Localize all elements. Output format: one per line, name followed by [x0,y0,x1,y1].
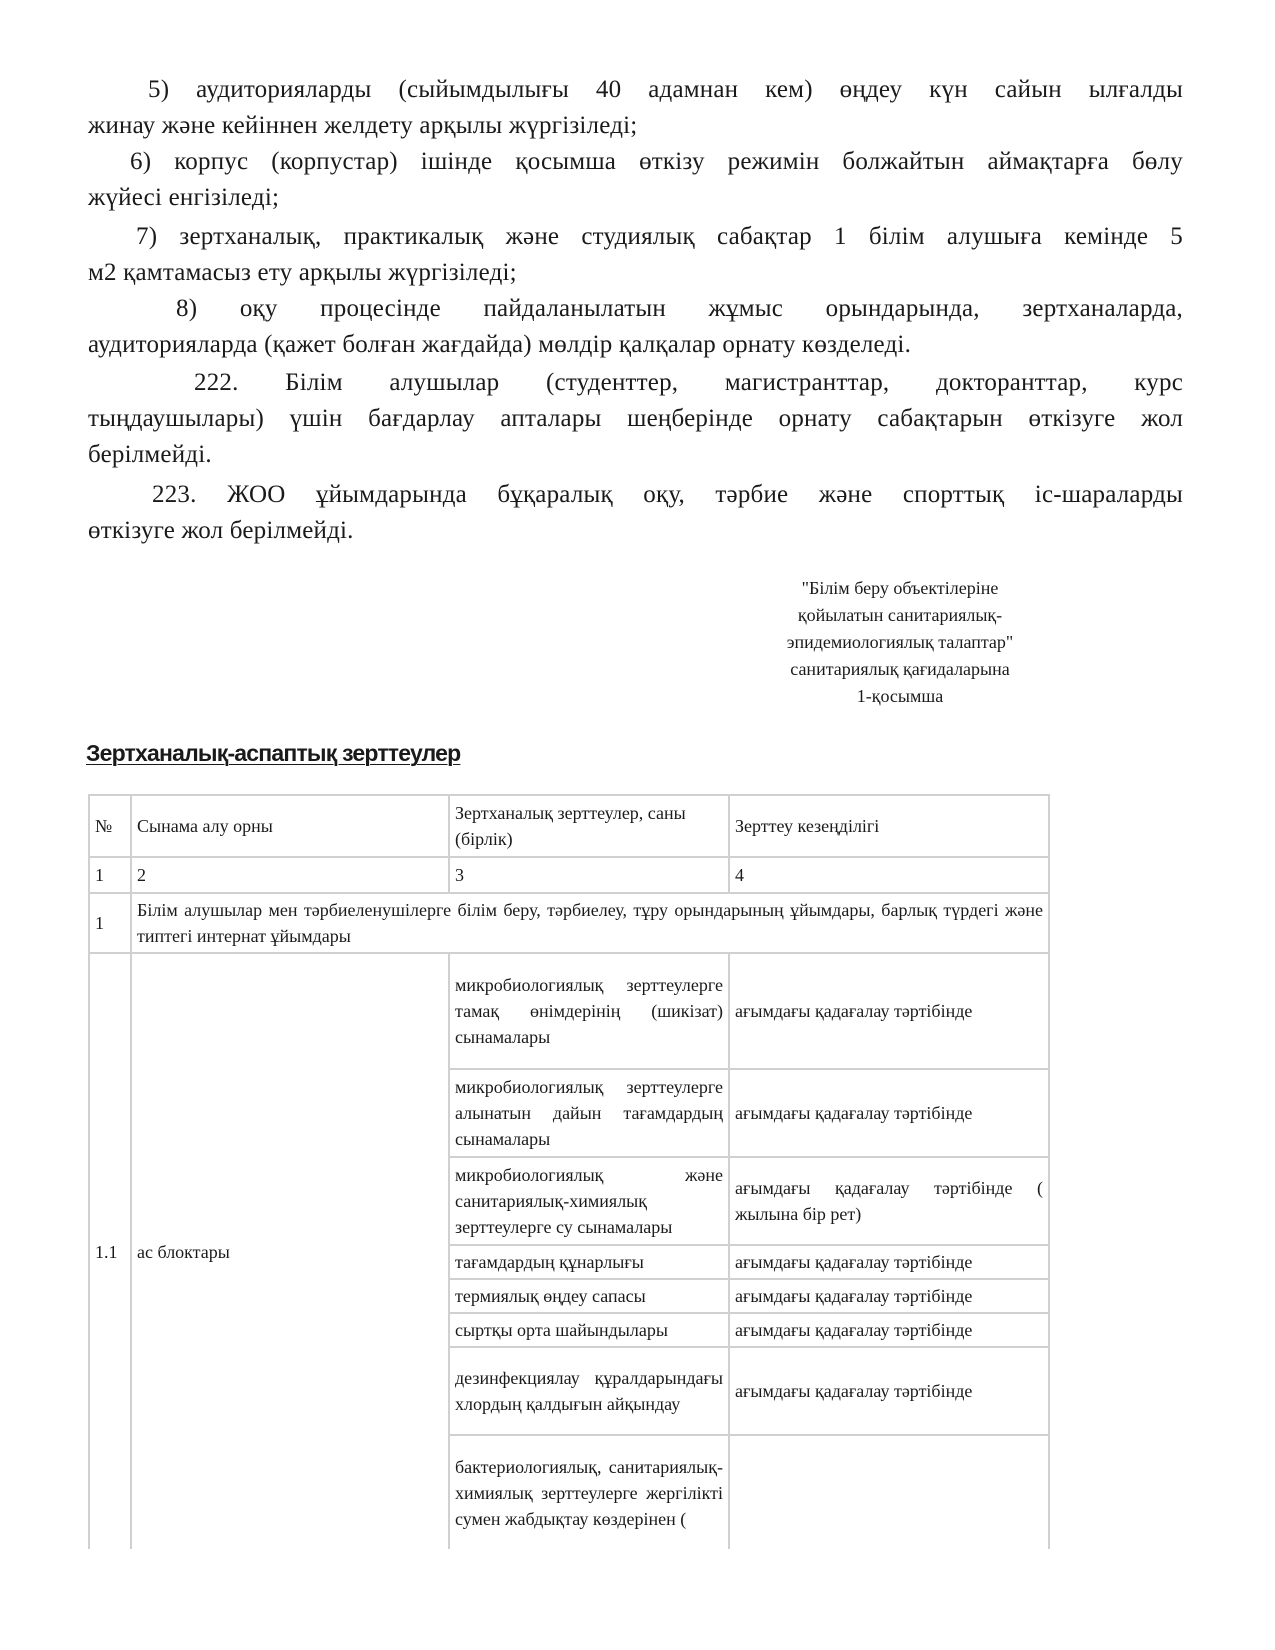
paragraph-item-5 [88,72,1183,144]
paragraph-line: м2 қамтамасыз ету арқылы жүргізіледі; [88,259,517,286]
paragraph-item-8 [88,291,1183,363]
appendix-line: қойылатын санитариялық- [797,605,1003,625]
research-cell: микробиологиялық зерттеулерге тамақ өнімдерінің (шикізат) сынамалары [449,953,729,1069]
period-cell [729,1435,1049,1549]
header-cell-number: № [89,795,131,857]
paragraph-line: аудиторияларда (қажет болған жағдайда) мөлдір қалқалар орнату көзделеді. [88,331,912,358]
appendix-line: 1-қосымша [856,686,944,706]
period-cell: ағымдағы қадағалау тәртібінде [729,953,1049,1069]
lab-research-table [88,794,1050,1549]
group-number: 1 [89,893,131,953]
paragraph-line: тыңдаушылары) үшін бағдарлау апталары шеңберінде орнату сабақтарын өткізуге жол [88,405,1183,432]
research-cell: сыртқы орта шайындылары [449,1313,729,1347]
period-cell: ағымдағы қадағалау тәртібінде [729,1279,1049,1313]
appendix-note [700,575,1100,710]
paragraph-line: берілмейді. [88,441,212,468]
period-cell: ағымдағы қадағалау тәртібінде ( жылына бір рет) [729,1157,1049,1245]
subgroup-place: ас блоктары [131,953,449,1549]
period-cell: ағымдағы қадағалау тәртібінде [729,1313,1049,1347]
paragraph-line: жүйесі енгізіледі; [88,184,280,211]
paragraph-line: өткізуге жол берілмейді. [88,517,354,544]
appendix-line: "Білім беру объектілеріне [801,578,999,598]
column-number: 4 [729,857,1049,893]
period-cell: ағымдағы қадағалау тәртібінде [729,1069,1049,1157]
paragraph-223 [88,477,1183,549]
paragraph-line: 223. ЖОО ұйымдарында бұқаралық оқу, тәрбие және спорттық іс-шараларды [152,481,1183,508]
research-cell: дезинфекциялау құралдарындағы хлордың қалдығын айқындау [449,1347,729,1435]
paragraph-item-7 [88,219,1183,291]
header-cell-research: Зертханалық зерттеулер, саны (бірлік) [449,795,729,857]
group-text: Білім алушылар мен тәрбиеленушілерге білім беру, тәрбиелеу, тұру орындарының ұйымдары, барлық түрдегі және типтегі интернат ұйымдары [131,893,1049,953]
header-cell-place: Сынама алу орны [131,795,449,857]
paragraph-222 [88,365,1183,473]
paragraph-item-6 [88,144,1183,216]
column-number: 2 [131,857,449,893]
section-title: Зертханалық-аспаптық зерттеулер [86,740,461,766]
research-cell: микробиологиялық зерттеулерге алынатын дайын тағамдардың сынамалары [449,1069,729,1157]
appendix-line: эпидемиологиялық талаптар" [786,632,1014,652]
column-number: 3 [449,857,729,893]
research-cell: бактериологиялық, санитариялық-химиялық зерттеулерге жергілікті сумен жабдықтау көздерінен ( [449,1435,729,1549]
column-number-row [89,857,1049,893]
paragraph-line: 5) аудиторияларды (сыйымдылығы 40 адамнан кем) өңдеу күн сайын ылғалды [148,76,1183,103]
paragraph-line: 6) корпус (корпустар) ішінде қосымша өткізу режимін болжайтын аймақтарға бөлу [130,148,1183,175]
table-row [89,953,1049,1069]
period-cell: ағымдағы қадағалау тәртібінде [729,1245,1049,1279]
research-cell: тағамдардың құнарлығы [449,1245,729,1279]
research-cell: термиялық өңдеу сапасы [449,1279,729,1313]
subgroup-number: 1.1 [89,953,131,1549]
research-cell: микробиологиялық және санитариялық-химиялық зерттеулерге су сынамалары [449,1157,729,1245]
paragraph-line: 8) оқу процесінде пайдаланылатын жұмыс орындарында, зертханаларда, [176,295,1183,322]
period-cell: ағымдағы қадағалау тәртібінде [729,1347,1049,1435]
table-header-row [89,795,1049,857]
group-row [89,893,1049,953]
appendix-line: санитариялық қағидаларына [790,659,1010,679]
paragraph-line: 222. Білім алушылар (студенттер, магистранттар, докторанттар, курс [194,369,1183,396]
paragraph-line: 7) зертханалық, практикалық және студиялық сабақтар 1 білім алушыға кемінде 5 [136,223,1183,250]
column-number: 1 [89,857,131,893]
paragraph-line: жинау және кейіннен желдету арқылы жүргізіледі; [88,112,638,139]
header-cell-period: Зерттеу кезеңділігі [729,795,1049,857]
